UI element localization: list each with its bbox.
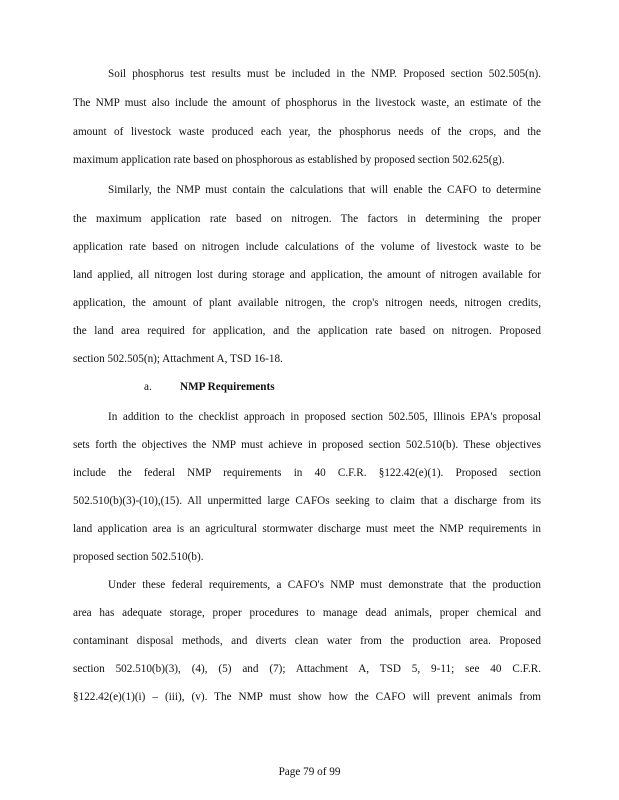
paragraph-2-line-4: land applied, all nitrogen lost during storage and application, the amount of nitrogen available for (73, 269, 541, 281)
paragraph-2-line-2: the maximum application rate based on nitrogen. The factors in determining the proper (73, 213, 541, 225)
paragraph-4-line-1: Under these federal requirements, a CAFO's NMP must demonstrate that the production (108, 579, 541, 591)
paragraph-2-line-6: the land area required for application, and the application rate based on nitrogen. Proposed (73, 325, 541, 337)
section-heading-title: NMP Requirements (180, 381, 275, 393)
paragraph-2-line-7: section 502.505(n); Attachment A, TSD 16-18. (73, 353, 283, 365)
paragraph-2-line-5: application, the amount of plant available nitrogen, the crop's nitrogen needs, nitrogen credits, (73, 297, 541, 309)
paragraph-3-line-1: In addition to the checklist approach in proposed section 502.505, Illinois EPA's proposal (108, 411, 541, 423)
paragraph-3-line-3: include the federal NMP requirements in 40 C.F.R. §122.42(e)(1). Proposed section (73, 467, 541, 479)
paragraph-3-line-5: land application area is an agricultural stormwater discharge must meet the NMP requirements in (73, 523, 541, 535)
paragraph-4-line-4: section 502.510(b)(3), (4), (5) and (7); Attachment A, TSD 5, 9-11; see 40 C.F.R. (73, 663, 541, 675)
paragraph-2-line-1: Similarly, the NMP must contain the calculations that will enable the CAFO to determine (108, 184, 541, 196)
paragraph-2-line-3: application rate based on nitrogen include calculations of the volume of livestock waste to be (73, 241, 541, 253)
paragraph-1-line-1: Soil phosphorus test results must be included in the NMP. Proposed section 502.505(n). (108, 68, 541, 80)
paragraph-1-line-3: amount of livestock waste produced each year, the phosphorus needs of the crops, and the (73, 126, 541, 138)
paragraph-1-line-4: maximum application rate based on phosphorous as established by proposed section 502.625(g). (73, 154, 505, 166)
paragraph-4-line-2: area has adequate storage, proper procedures to manage dead animals, proper chemical and (73, 607, 541, 619)
paragraph-4-line-3: contaminant disposal methods, and diverts clean water from the production area. Proposed (73, 635, 541, 647)
paragraph-1-line-2: The NMP must also include the amount of phosphorus in the livestock waste, an estimate of the (73, 97, 541, 109)
page-number-footer: Page 79 of 99 (278, 766, 341, 778)
paragraph-3-line-6: proposed section 502.510(b). (73, 551, 204, 563)
paragraph-3-line-2: sets forth the objectives the NMP must achieve in proposed section 502.510(b). These objectives (73, 439, 541, 451)
paragraph-3-line-4: 502.510(b)(3)-(10),(15). All unpermitted large CAFOs seeking to claim that a discharge from its (73, 495, 541, 507)
paragraph-4-line-5: §122.42(e)(1)(i) – (iii), (v). The NMP must show how the CAFO will prevent animals from (73, 691, 541, 703)
section-heading-label: a. (144, 381, 152, 393)
